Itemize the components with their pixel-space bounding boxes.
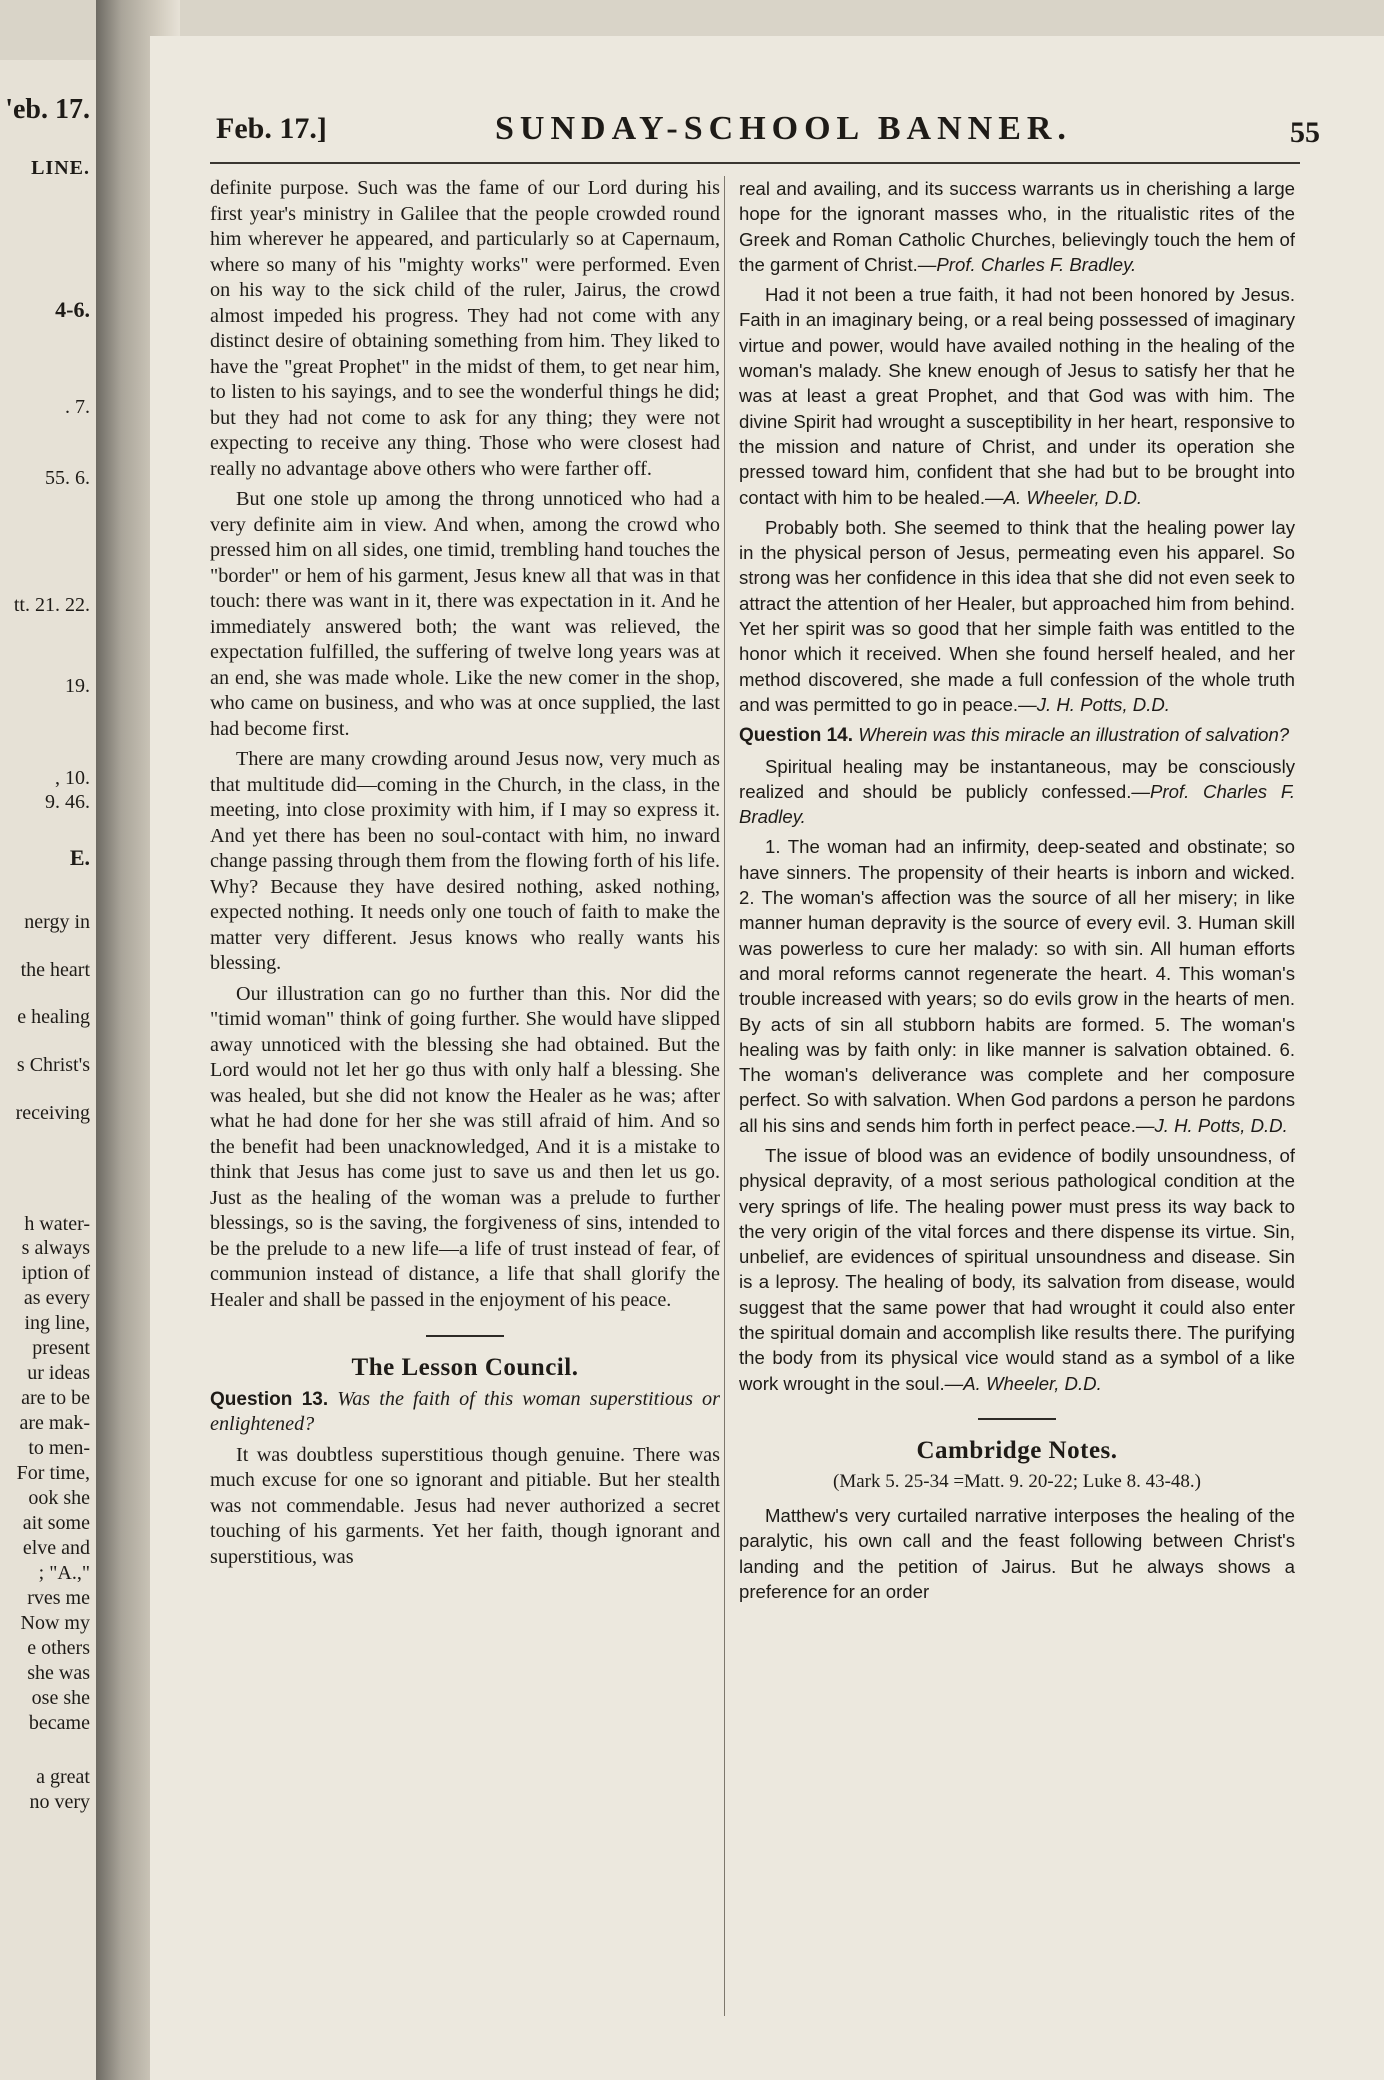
previous-page-text: ur ideas xyxy=(27,1362,90,1384)
question-text: Was the faith of this woman superstitious or enlightened? xyxy=(210,1387,720,1435)
previous-page-text: 19. xyxy=(65,675,90,697)
previous-page-text: . 7. xyxy=(65,396,90,418)
attribution: —Prof. Charles F. Bradley. xyxy=(917,253,1137,275)
previous-page-text: For time, xyxy=(16,1462,90,1484)
paragraph: definite purpose. Such was the fame of our Lord during his first year's ministry in Galilee that the people crowded round him wherever he appeared, and particularly so at Capernaum, where so many of his "mighty works" were performed. Even on his way to the sick child of the ruler, Jairus, the crowd almost impeded his progress. They had not come with any distinct desire of obtaining something from him. They liked to have the "great Prophet" in the midst of them, to get near him, to listen to his sayings, and to see the wonderful things he did; but they had not come to ask for any thing; they were not expecting to receive any thing. Those who were closest had really no advantage above others who were farther off. xyxy=(210,177,720,480)
previous-page-text: ; "A.," xyxy=(38,1562,90,1584)
scripture-references: (Mark 5. 25-34 =Matt. 9. 20-22; Luke 8. 43-48.) xyxy=(833,1471,1201,1493)
answer-text: Had it not been a true faith, it had not been honored by Jesus. Faith in an imaginary being, or a real being possessed of imaginary virtue and power, would have availed nothing in the healing of the woman's malady. She knew enough of Jesus to satisfy her that he was at least a great Prophet, and that God was with him. The divine Spirit had wrought a susceptibility in her heart, responsive to the mission and nature of Christ, and under its operation she pressed toward him, confident that she had but to be brought into contact with him to be healed. xyxy=(739,284,1295,508)
answer-paragraph: It was doubtless superstitious though genuine. There was much excuse for one so ignorant and pitiable. But her stealth was not commendable. Jesus had never authorized a secret touching of his garments. Yet her faith, though ignorant and superstitious, was xyxy=(210,1443,720,1568)
header-title: SUNDAY-SCHOOL BANNER. xyxy=(495,110,1072,147)
paragraph: But one stole up among the throng unnoticed who had a very definite aim in view. And when, among the crowd who pressed him on all sides, one timid, trembling hand touches the "border" or hem of his garment, Jesus knew all that was in that touch: there was want in it, there was expectation in it. And he immediately answered both; the want was relieved, the expectation fulfilled, the suffering of twelve long years was at an end, she was made whole. Like the new comer in the shop, who came on business, and who was at once supplied, the last had become first. xyxy=(210,488,720,740)
previous-page-text: nergy in xyxy=(24,911,90,933)
previous-page-text: to men- xyxy=(28,1437,90,1459)
previous-page-text: 9. 46. xyxy=(45,791,90,813)
attribution: —Prof. Charles F. Bradley. xyxy=(739,780,1295,828)
answer-text: Probably both. She seemed to think that the healing power lay in the physical person of Jesus, permeating even his apparel. So strong was her confidence in this idea that she did not even seek to attract the attention of her Healer, but approached him from behind. Yet her spirit was so good that her simple faith was entitled to the honor which it received. When she found herself healed, and her method discovered, she made a full confession of the whole truth and was permitted to go in peace. xyxy=(739,516,1295,715)
previous-page-text: ing line, xyxy=(24,1312,90,1334)
running-header xyxy=(210,102,1320,164)
question-label: Question 13. xyxy=(210,1388,329,1410)
previous-page-text: s Christ's xyxy=(16,1054,90,1076)
section-divider xyxy=(978,1418,1056,1420)
previous-page-text: a great xyxy=(36,1766,90,1788)
previous-page-text: 'eb. 17. xyxy=(5,94,90,125)
attribution: —A. Wheeler, D.D. xyxy=(944,1372,1102,1394)
section-title-cambridge-notes: Cambridge Notes. xyxy=(916,1436,1118,1464)
page-55 xyxy=(150,36,1384,2080)
previous-page-text: , 10. xyxy=(55,767,90,789)
previous-page-text: e others xyxy=(27,1637,90,1659)
attribution: —J. H. Potts, D.D. xyxy=(1018,693,1170,715)
previous-page-text: Now my xyxy=(20,1612,90,1634)
previous-page-edge xyxy=(0,60,97,2080)
question-13 xyxy=(210,1387,720,1438)
question-label: Question 14. xyxy=(739,725,854,747)
right-column xyxy=(724,176,1295,2016)
previous-page-text: elve and xyxy=(22,1537,90,1559)
previous-page-text: ook she xyxy=(28,1487,90,1509)
left-column xyxy=(210,176,720,2016)
answer-paragraph xyxy=(739,176,1295,277)
previous-page-text: the heart xyxy=(20,959,90,981)
previous-page-text: 55. 6. xyxy=(45,467,90,489)
previous-page-text: e healing xyxy=(17,1006,90,1028)
previous-page-text: as every xyxy=(23,1287,90,1309)
attribution: —A. Wheeler, D.D. xyxy=(985,486,1143,508)
previous-page-text: are mak- xyxy=(19,1412,90,1434)
previous-page-text: rves me xyxy=(27,1587,90,1609)
section-title-lesson-council: The Lesson Council. xyxy=(351,1354,579,1381)
previous-page-text: receiving xyxy=(15,1102,90,1124)
answer-paragraph xyxy=(739,754,1295,830)
previous-page-text: LINE. xyxy=(31,157,90,179)
question-text: Wherein was this miracle an illustration of salvation? xyxy=(858,724,1290,746)
previous-page-text: ait some xyxy=(22,1512,90,1534)
section-divider xyxy=(426,1335,504,1337)
previous-page-text: tt. 21. 22. xyxy=(13,594,90,616)
previous-page-text: s always xyxy=(21,1237,90,1259)
answer-paragraph xyxy=(739,515,1295,717)
answer-text: The issue of blood was an evidence of bodily unsoundness, of physical depravity, of a most serious pathological condition at the very springs of life. The healing power must press its way back to the very origin of the vital forces and there dispense its virtue. Sin, unbelief, are evidences of spiritual unsoundness and disease. Sin is a leprosy. The healing of body, its salvation from disease, would suggest that the same power that had wrought it could also enter the spiritual domain and accomplish like results there. The purifying the body from its physical vice would stand as a symbol of a like work wrought in the soul. xyxy=(739,1144,1295,1394)
previous-page-text: E. xyxy=(69,845,90,870)
previous-page-text: iption of xyxy=(21,1262,90,1284)
previous-page-text: no very xyxy=(29,1791,90,1813)
answer-paragraph xyxy=(739,1143,1295,1396)
answer-text: real and availing, and its success warrants us in cherishing a large hope for the ignorant masses who, in the ritualistic rites of the Greek and Roman Catholic Churches, believingly touch the hem of the garment of Christ. xyxy=(739,178,1295,275)
previous-page-text: 4-6. xyxy=(55,297,90,322)
answer-paragraph xyxy=(739,282,1295,510)
previous-page-text: she was xyxy=(27,1662,90,1684)
header-date: Feb. 17.] xyxy=(216,112,327,145)
previous-page-text: ose she xyxy=(31,1687,90,1709)
previous-page-text: h water- xyxy=(24,1213,90,1235)
paragraph: Our illustration can go no further than this. Nor did the "timid woman" think of going further. She would have slipped away unnoticed with the blessing she had obtained. But the Lord would not let her go thus with only half a blessing. She was healed, but she did not know the Healer as he was; after what he had done for her she was still afraid of him. And so the benefit had been unacknowledged, And it is a mistake to think that Jesus has come just to save us and then let us go. Just as the healing of the woman was a prelude to further blessings, so is the saving, the forgiveness of sins, intended to be the prelude to a new life—a life of trust instead of fear, of communion instead of distance, a life that shall glorify the Healer and shall be passed in the enjoyment of his peace. xyxy=(210,982,720,1311)
answer-text: 1. The woman had an infirmity, deep-seated and obstinate; so have sinners. The propensity of their hearts is inborn and wicked. 2. The woman's affection was the source of all her misery; in like manner human depravity is the source of every evil. 3. Human skill was powerless to cure her malady: so with sin. All human efforts and moral reforms cannot regenerate the heart. 4. This woman's trouble increased with years; so do evils grow in the hearts of men. By acts of sin all stubborn habits are formed. 5. The woman's healing was by faith only: in like manner is salvation obtained. 6. The woman's deliverance was complete and her composure perfect. So with salvation. When God pardons a person he pardons all his sins and sends him forth in perfect peace. xyxy=(739,836,1295,1136)
question-14 xyxy=(739,722,1295,748)
notes-paragraph: Matthew's very curtailed narrative interposes the healing of the paralytic, his own call and the feast following between Christ's landing and the petition of Jairus. But he always shows a preference for an order xyxy=(739,1504,1295,1602)
answer-paragraph xyxy=(739,834,1295,1138)
paragraph: There are many crowding around Jesus now, very much as that multitude did—coming in the Church, in the class, in the meeting, into close proximity with him, if I may so express it. And yet there has been no soul-contact with him, no inward change passing through them from the flowing forth of his life. Why? Because they have desired nothing, asked nothing, expected nothing. It needs only one touch of faith to make the matter very different. Jesus knows who really wants his blessing. xyxy=(210,748,720,974)
answer-text: Spiritual healing may be instantaneous, may be consciously realized and should be publicly confessed. xyxy=(739,755,1295,802)
page-number: 55 xyxy=(1290,116,1320,149)
previous-page-text: became xyxy=(28,1712,90,1734)
previous-page-text: present xyxy=(32,1337,90,1359)
previous-page-text: are to be xyxy=(21,1387,90,1409)
attribution: —J. H. Potts, D.D. xyxy=(1135,1114,1288,1136)
